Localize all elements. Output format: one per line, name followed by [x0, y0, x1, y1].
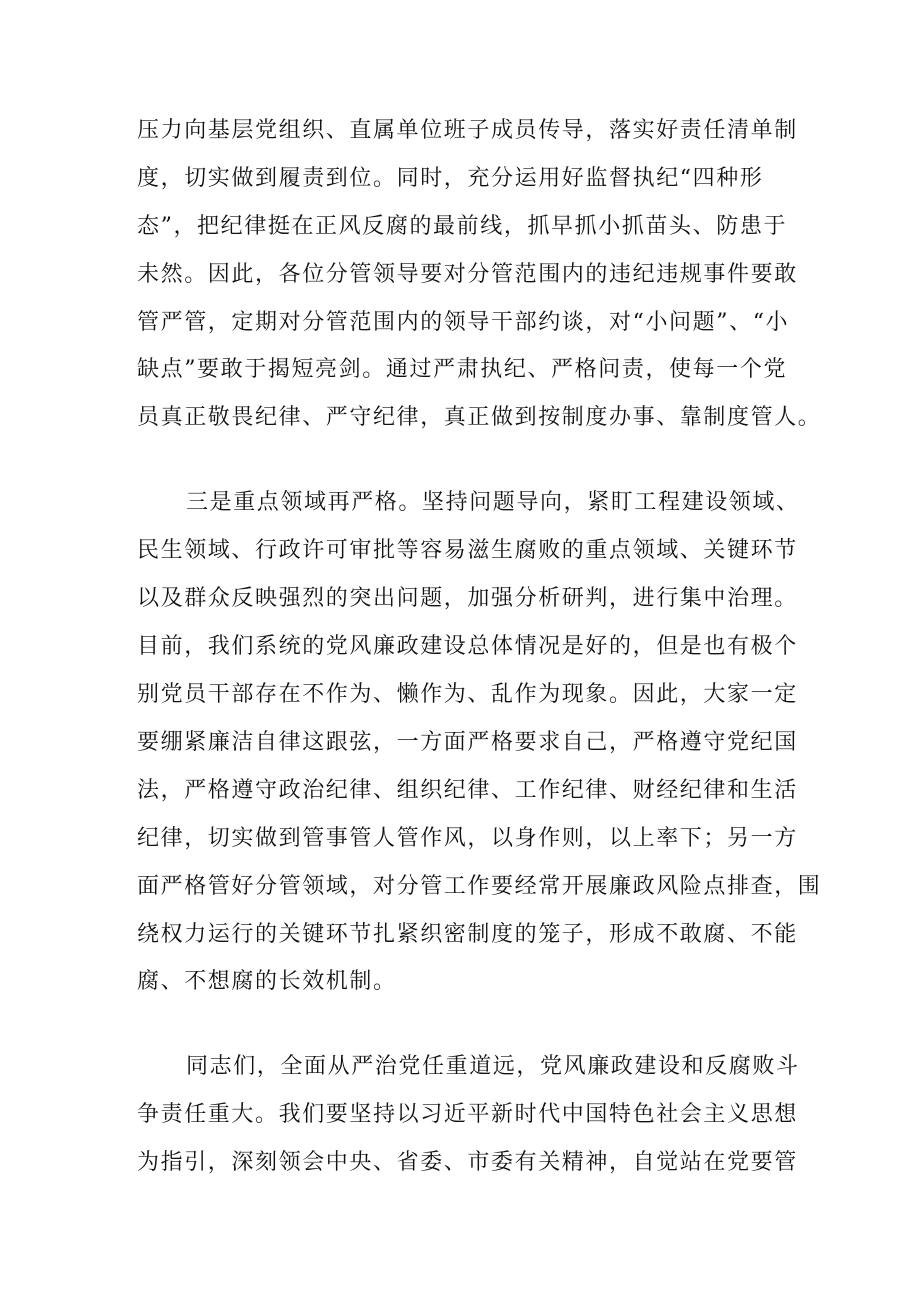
paragraph-1-line-7: 员真正敬畏纪律、严守纪律，真正做到按制度办事、靠制度管人。 [137, 405, 822, 430]
paragraph-1-line-4: 未然。因此，各位分管领导要对分管范围内的违纪违规事件要敢 [137, 262, 798, 287]
paragraph-2-line-9: 面严格管好分管领域，对分管工作要经常开展廉政风险点排查，围 [137, 874, 822, 899]
paragraph-1-line-6: 缺点”要敢于揭短亮剑。通过严肃执纪、严格问责，使每一个党 [137, 357, 788, 382]
paragraph-2-line-4: 目前，我们系统的党风廉政建设总体情况是好的，但是也有极个 [137, 634, 798, 659]
paragraph-1-line-5: 管严管，定期对分管范围内的领导干部约谈，对“小问题”、“小 [137, 310, 790, 335]
paragraph-2-line-6: 要绷紧廉洁自律这跟弦，一方面严格要求自己，严格遵守党纪国 [137, 730, 798, 755]
paragraph-3-line-1: 同志们，全面从严治党任重道远，党风廉政建设和反腐败斗 [186, 1054, 800, 1079]
paragraph-2-line-8: 纪律，切实做到管事管人管作风，以身作则，以上率下；另一方 [137, 826, 798, 851]
paragraph-1-line-2: 度，切实做到履责到位。同时，充分运用好监督执纪“四种形 [137, 166, 764, 191]
paragraph-2-line-7: 法，严格遵守政治纪律、组织纪律、工作纪律、财经纪律和生活 [137, 778, 798, 803]
paragraph-2-line-10: 绕权力运行的关键环节扎紧织密制度的笼子，形成不敢腐、不能 [137, 922, 798, 947]
paragraph-2-line-3: 以及群众反映强烈的突出问题，加强分析研判，进行集中治理。 [137, 586, 798, 611]
paragraph-3-line-3: 为指引，深刻领会中央、省委、市委有关精神，自觉站在党要管 [137, 1150, 798, 1175]
paragraph-2-line-2: 民生领域、行政许可审批等容易滋生腐败的重点领域、关键环节 [137, 538, 798, 563]
paragraph-2-line-5: 别党员干部存在不作为、懒作为、乱作为现象。因此，大家一定 [137, 682, 798, 707]
paragraph-1-line-1: 压力向基层党组织、直属单位班子成员传导，落实好责任清单制 [137, 118, 798, 143]
paragraph-2-line-11: 腐、不想腐的长效机制。 [137, 969, 397, 994]
paragraph-1-line-3: 态”，把纪律挺在正风反腐的最前线，抓早抓小抓苗头、防患于 [137, 214, 788, 239]
paragraph-2-line-1: 三是重点领域再严格。坚持问题导向，紧盯工程建设领域、 [186, 490, 800, 515]
paragraph-3-line-2: 争责任重大。我们要坚持以习近平新时代中国特色社会主义思想 [137, 1102, 798, 1127]
